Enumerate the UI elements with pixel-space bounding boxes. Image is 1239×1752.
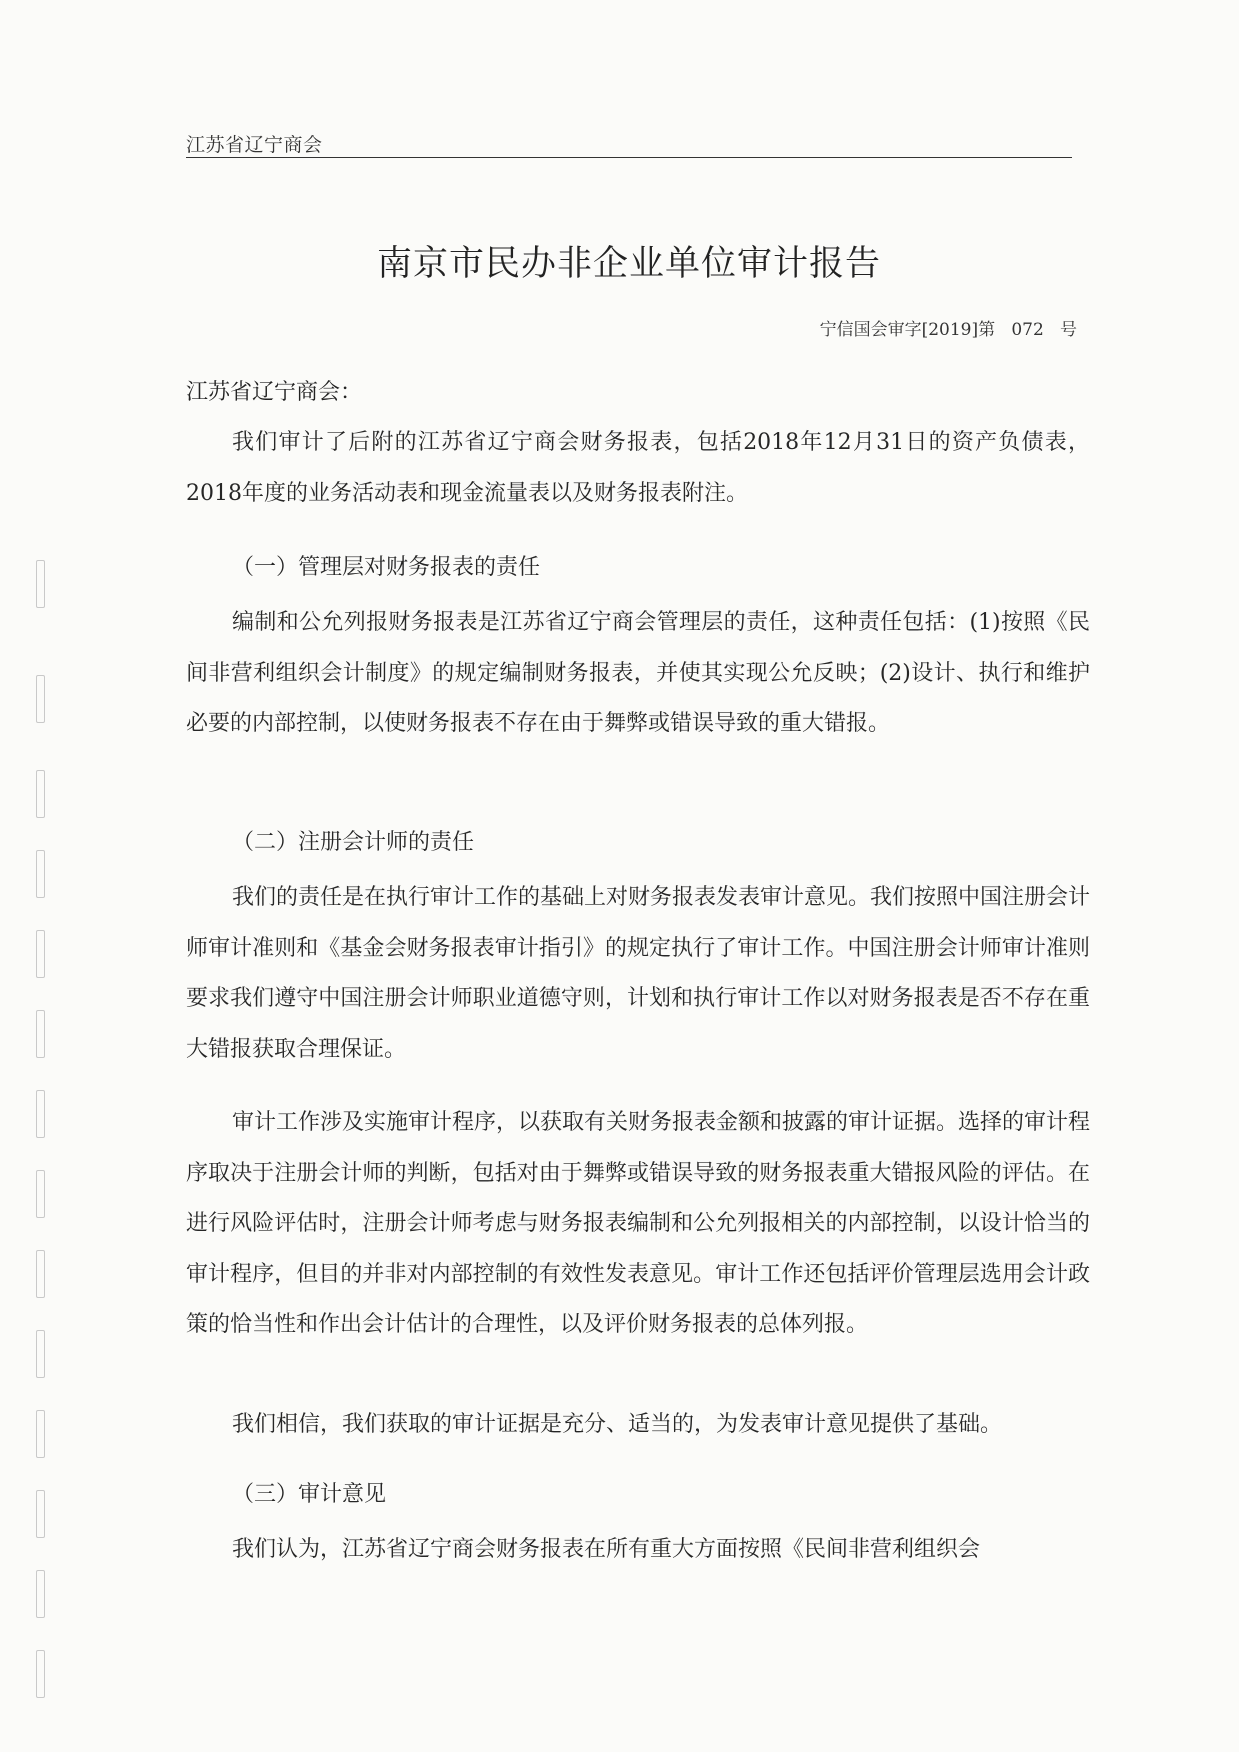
addressee: 江苏省辽宁商会： <box>186 380 363 405</box>
document-number: 宁信国会审字[2019]第 072 号 <box>819 320 1077 340</box>
binding-holes <box>30 560 50 1752</box>
intro-paragraph: 我们审计了后附的江苏省辽宁商会财务报表，包括2018年12月31日的资产负债表，2018年度的业务活动表和现金流量表以及财务报表附注。 <box>186 430 1090 506</box>
header-org-name: 江苏省辽宁商会 <box>186 134 323 156</box>
document-title: 南京市民办非企业单位审计报告 <box>376 244 881 284</box>
opinion-paragraph: 我们认为，江苏省辽宁商会财务报表在所有重大方面按照《民间非营利组织会 <box>232 1537 981 1562</box>
header-rule <box>186 157 1072 158</box>
cpa-responsibility-paragraph-2: 审计工作涉及实施审计程序，以获取有关财务报表金额和披露的审计证据。选择的审计程序取决于注册会计师的判断，包括对由于舞弊或错误导致的财务报表重大错报风险的评估。在进行风险评估时，注册会计师考虑与财务报表编制和公允列报相关的内部控制，以设计恰当的审计程序，但目的并非对内部控制的有效性发表意见。审计工作还包括评价管理层选用会计政策的恰当性和作出会计估计的合理性，以及评价财务报表的总体列报。 <box>186 1110 1091 1337</box>
section-heading-cpa: （二）注册会计师的责任 <box>232 830 475 855</box>
section-heading-management: （一）管理层对财务报表的责任 <box>232 555 541 580</box>
cpa-responsibility-paragraph-3: 我们相信，我们获取的审计证据是充分、适当的，为发表审计意见提供了基础。 <box>232 1412 1003 1437</box>
section-heading-opinion: （三）审计意见 <box>232 1482 387 1507</box>
management-responsibility-paragraph: 编制和公允列报财务报表是江苏省辽宁商会管理层的责任，这种责任包括：(1)按照《民间非营利组织会计制度》的规定编制财务报表，并使其实现公允反映；(2)设计、执行和维护必要的内部控制，以使财务报表不存在由于舞弊或错误导致的重大错报。 <box>186 610 1090 736</box>
cpa-responsibility-paragraph-1: 我们的责任是在执行审计工作的基础上对财务报表发表审计意见。我们按照中国注册会计师审计准则和《基金会财务报表审计指引》的规定执行了审计工作。中国注册会计师审计准则要求我们遵守中国注册会计师职业道德守则，计划和执行审计工作以对财务报表是否不存在重大错报获取合理保证。 <box>186 885 1091 1062</box>
